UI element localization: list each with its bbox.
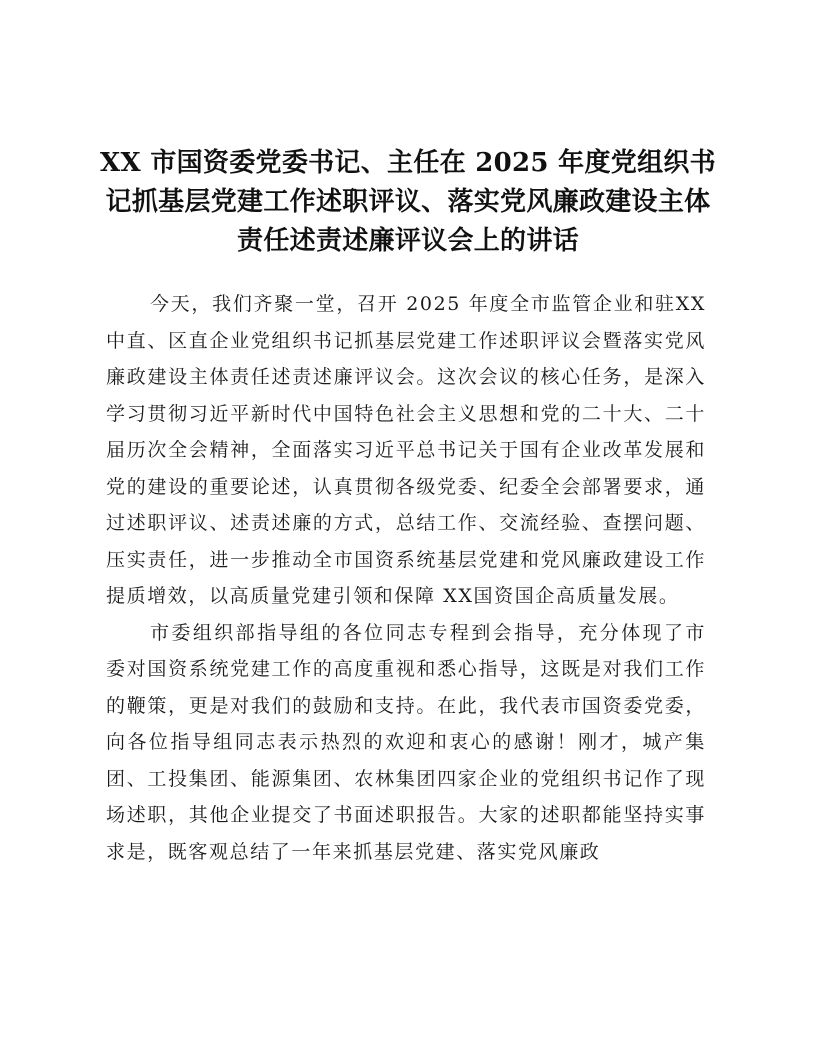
paragraph-2: 市委组织部指导组的各位同志专程到会指导，充分体现了市委对国资系统党建工作的高度重视和悉心指导，这既是对我们工作的鞭策，更是对我们的鼓励和支持。在此，我代表市国资委党委，向各位指导组同志表示热烈的欢迎和衷心的感谢！刚才，城产集团、工投集团、能源集团、农林集团四家企业的党组织书记作了现场述职，其他企业提交了书面述职报告。大家的述职都能坚持实事求是，既客观总结了一年来抓基层党建、落实党风廉政: [106, 621, 706, 863]
document-title: XX 市国资委党委书记、主任在 2025 年度党组织书记抓基层党建工作述职评议、落实党风廉政建设主体责任述责述廉评议会上的讲话: [100, 148, 716, 256]
paragraph-1: 今天，我们齐聚一堂，召开 2025 年度全市监管企业和驻XX 中直、区直企业党组织书记抓基层党建工作述职评议会暨落实党风廉政建设主体责任述责述廉评议会。这次会议的核心任务，是深入学习贯彻习近平新时代中国特色社会主义思想和党的二十大、二十届历次全会精神，全面落实习近平总书记关于国有企业改革发展和党的建设的重要论述，认真贯彻各级党委、纪委全会部署要求，通过述职评议、述责述廉的方式，总结工作、交流经验、查摆问题、压实责任，进一步推动全市国资系统基层党建和党风廉政建设工作提质增效，以高质量党建引领和保障 XX国资国企高质量发展。: [106, 293, 706, 607]
document-body: [106, 286, 706, 870]
